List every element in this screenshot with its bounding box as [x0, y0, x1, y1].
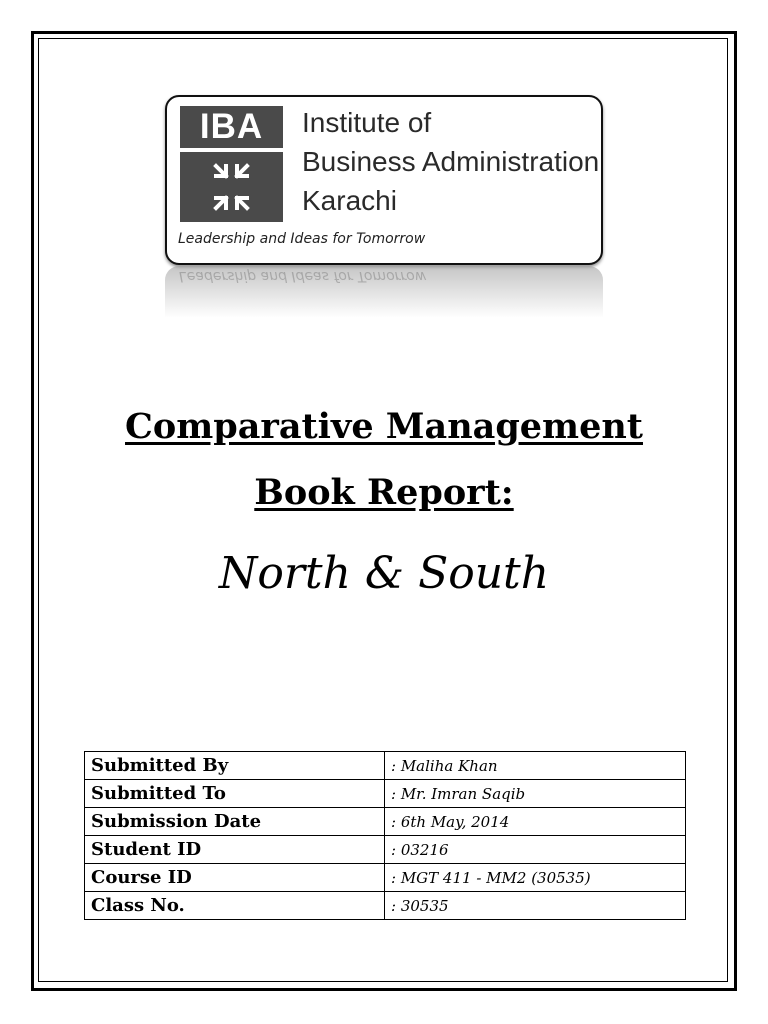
table-row — [85, 892, 686, 920]
logo-reflection-text: Leadership and Ideas for Tomorrow — [179, 268, 427, 284]
detail-value: : MGT 411 - MM2 (30535) — [385, 864, 686, 892]
detail-value: : Maliha Khan — [385, 752, 686, 780]
detail-label: Submission Date — [85, 808, 385, 836]
table-row — [85, 780, 686, 808]
detail-label: Student ID — [85, 836, 385, 864]
table-row — [85, 752, 686, 780]
logo-line-karachi: Karachi — [302, 185, 397, 216]
detail-value: : Mr. Imran Saqib — [385, 780, 686, 808]
book-title: North & South — [218, 548, 550, 599]
logo-line-institute: Institute of — [302, 107, 432, 138]
detail-label: Class No. — [85, 892, 385, 920]
submission-details-table — [84, 751, 686, 920]
iba-emblem-icon — [180, 152, 283, 222]
detail-label: Submitted By — [85, 752, 385, 780]
iba-logo-mark — [180, 106, 283, 222]
detail-label: Submitted To — [85, 780, 385, 808]
logo-line-business-administration: Business Administration — [302, 146, 600, 177]
table-row — [85, 864, 686, 892]
detail-value: : 6th May, 2014 — [385, 808, 686, 836]
report-title-line2: Book Report: — [254, 472, 514, 513]
iba-acronym: IBA — [180, 106, 283, 148]
report-title-line1: Comparative Management — [125, 406, 643, 447]
detail-value: : 03216 — [385, 836, 686, 864]
table-row — [85, 808, 686, 836]
detail-value: : 30535 — [385, 892, 686, 920]
logo-reflection — [165, 266, 603, 318]
logo-tagline: Leadership and Ideas for Tomorrow — [178, 231, 426, 247]
detail-label: Course ID — [85, 864, 385, 892]
table-row — [85, 836, 686, 864]
